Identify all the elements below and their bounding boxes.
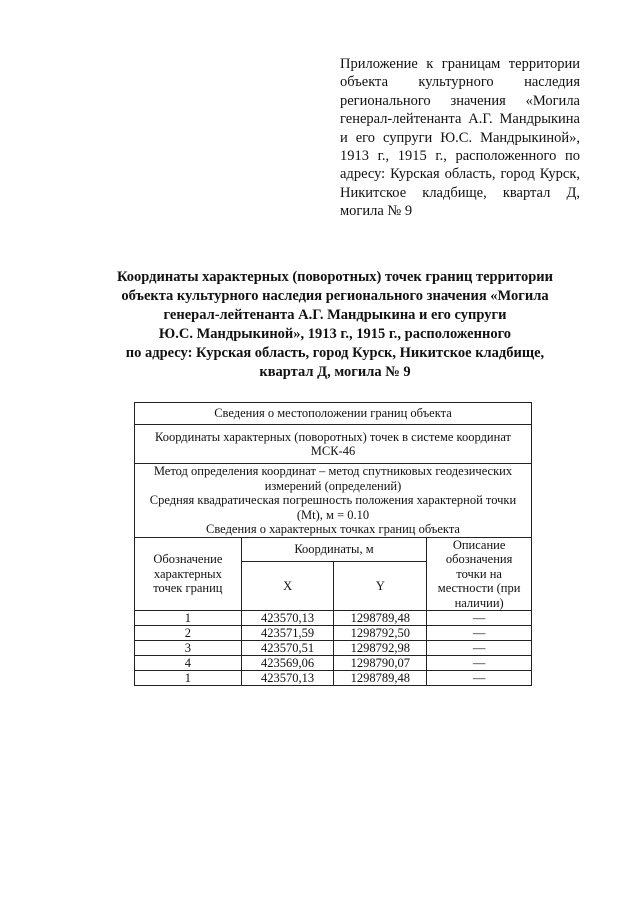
coord-x: 423570,51 [241, 641, 334, 656]
coord-y: 1298792,50 [334, 626, 427, 641]
point-description: — [427, 611, 532, 626]
point-description: — [427, 671, 532, 686]
section-title: Сведения о местоположении границ объекта [135, 403, 532, 425]
table-row [135, 611, 532, 626]
header-x: X [241, 562, 334, 611]
header-y: Y [334, 562, 427, 611]
header-designation: Обозначение характерных точек границ [135, 537, 242, 611]
point-description: — [427, 656, 532, 671]
point-description: — [427, 626, 532, 641]
method-text: Метод определения координат – метод спутниковых геодезических измерений (определений) [153, 464, 513, 493]
table-row [135, 641, 532, 656]
coord-x: 423570,13 [241, 611, 334, 626]
heading-line: Ю.С. Мандрыкиной», 1913 г., 1915 г., расположенного [158, 326, 512, 342]
points-title: Сведения о характерных точках границ объекта [206, 522, 460, 536]
table-row [135, 656, 532, 671]
heading-line: генерал-лейтенанта А.Г. Мандрыкина и его супруги [163, 307, 507, 323]
table-row [135, 626, 532, 641]
header-description: Описание обозначения точки на местности (при наличии) [427, 537, 532, 611]
point-description: — [427, 641, 532, 656]
point-id: 2 [135, 626, 242, 641]
point-id: 1 [135, 611, 242, 626]
coord-y: 1298792,98 [334, 641, 427, 656]
heading-line: Координаты характерных (поворотных) точек границ территории [117, 269, 553, 285]
coord-y: 1298790,07 [334, 656, 427, 671]
coord-y: 1298789,48 [334, 671, 427, 686]
appendix-note: Приложение к границам территории объекта культурного наследия регионального значения «Могила генерал-лейтенанта А.Г. Мандрыкина и его супруги Ю.С. Мандрыкиной», 1913 г., 1915 г., расположенного по адресу: Курская область, город Курск, Никитское кладбище, квартал Д, могила № 9 [340, 56, 580, 220]
coordinates-table [134, 402, 532, 686]
heading-line: объекта культурного наследия регионального значения «Могила [121, 288, 549, 304]
method-block [135, 464, 532, 538]
point-id: 1 [135, 671, 242, 686]
coordinate-system: Координаты характерных (поворотных) точек в системе координат МСК-46 [135, 425, 532, 464]
point-id: 3 [135, 641, 242, 656]
coord-x: 423571,59 [241, 626, 334, 641]
coord-x: 423569,06 [241, 656, 334, 671]
header-coordinates: Координаты, м [241, 537, 427, 562]
table-row [135, 671, 532, 686]
coord-x: 423570,13 [241, 671, 334, 686]
heading-line: квартал Д, могила № 9 [259, 364, 411, 380]
accuracy-text: Средняя квадратическая погрешность положения характерной точки (Mt), м = 0.10 [149, 493, 517, 522]
point-id: 4 [135, 656, 242, 671]
coord-y: 1298789,48 [334, 611, 427, 626]
document-heading [100, 268, 570, 382]
heading-line: по адресу: Курская область, город Курск, Никитское кладбище, [125, 345, 545, 361]
